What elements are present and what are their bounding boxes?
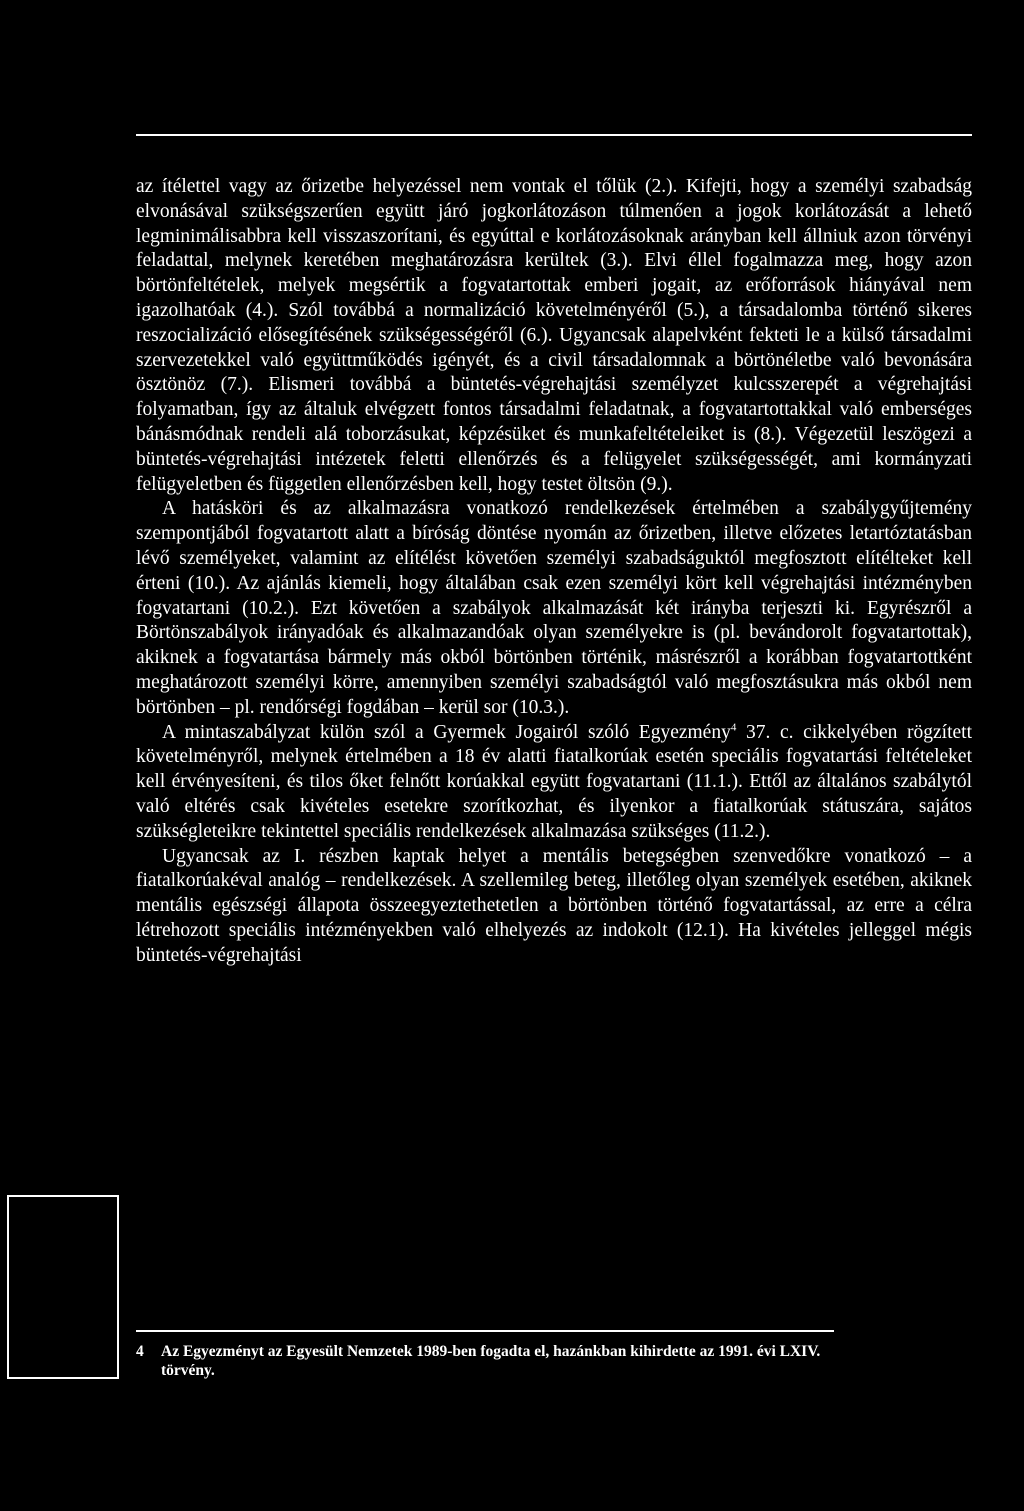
paragraph-3 (136, 721, 972, 845)
footnote-number: 4 (136, 1343, 144, 1360)
margin-frame (7, 1195, 119, 1379)
footnote-reference[interactable]: 4 (730, 721, 737, 734)
footnote-rule (136, 1330, 834, 1332)
top-rule (136, 134, 972, 136)
paragraph-3-end: 37. c. cikkelyében rögzített követelményről, melynek értelmében a 18 év alatti fiatalkorúak esetén speciális fogvatartási feltételeket kell érvényesíteni, és tilos őket felnőtt korúakkal együtt fogvatartani (11.1.). Ettől az általános szabálytól való eltérés csak kivételes esetekre szorítkozhat, és ilyenkor a fiatalkorúak státuszára, sajátos szükségleteikre tekintettel speciális rendelkezések alkalmazása szükséges (11.2.). (136, 721, 972, 842)
footnote-text-1: Az Egyezményt az Egyesült Nemzetek 1989-ben fogadta el, hazánkban kihirdette az 1991. évi LXIV. (161, 1343, 821, 1360)
footnote-line-2: törvény. (161, 1362, 215, 1379)
paragraph-1: az ítélettel vagy az őrizetbe helyezéssel nem vontak el tőlük (2.). Kifejti, hogy a személyi szabadság elvonásával szükségszerűen együtt járó jogkorlátozáson túlmenően a jogok korlátozását a lehető legminimálisabbra kell visszaszorítani, és egyúttal e korlátozásoknak arányban kell állniuk azon törvényi feladattal, melynek keretében meghatározásra kerültek (3.). Elvi éllel fogalmazza meg, hogy azon börtönfeltételek, melyek megsértik a fogvatartottak emberi jogait, az erőforrások hiányával nem igazolhatóak (4.). Szól továbbá a normalizáció követelményéről (5.), a társadalomba történő sikeres reszocializáció elősegítésének szükségességéről (6.). Ugyancsak alapelvként fekteti le a külső társadalmi szervezetekkel való együttműködés igényét, és a civil társadalomnak a börtönéletbe való bevonására ösztönöz (7.). Elismeri továbbá a büntetés-végrehajtási személyzet kulcsszerepét a végrehajtási folyamatban, így az általuk elvégzett fontos társadalmi feladatnak, a fogvatartottakkal való emberséges bánásmódnak rendeli alá toborzásukat, képzésüket és munkafeltételeiket is (8.). Végezetül leszögezi a büntetés-végrehajtási intézetek feletti ellenőrzés és a felügyelet szükségességét, ami kormányzati felügyeletben és független ellenőrzésben kell, hogy testet öltsön (9.). (136, 176, 972, 495)
footnote (136, 1342, 972, 1380)
paragraph-3-start: A mintaszabályzat külön szól a Gyermek Jogairól szóló Egyezmény (162, 721, 731, 743)
paragraph-2: A hatásköri és az alkalmazásra vonatkozó rendelkezések értelmében a szabálygyűjtemény szempontjából fogvatartott alatt a bíróság döntése nyomán az őrizetben, illetve előzetes letartóztatásban lévő személyeket, valamint az elítélést követően személyi szabadságuktól megfosztott elítélteket kell érteni (10.). Az ajánlás kiemeli, hogy általában csak ezen személyi kört kell végrehajtási intézményben fogvatartani (10.2.). Ezt követően a szabályok alkalmazását két irányba terjeszti ki. Egyrészről a Börtönszabályok irányadóak és alkalmazandóak olyan személyekre is (pl. bevándorolt fogvatartottak), akiknek a fogvatartása bármely más okból börtönben történik, másrészről a korábban fogvatartottként meghatározott személyi körre, amennyiben személyi szabadságtól való megfosztásukra más okból nem börtönben – pl. rendőrségi fogdában – kerül sor (10.3.). (136, 498, 972, 718)
body-text (136, 175, 972, 969)
paragraph-4: Ugyancsak az I. részben kaptak helyet a mentális betegségben szenvedőkre vonatkozó – a fiatalkorúakéval analóg – rendelkezések. A szellemileg beteg, illetőleg olyan személyek esetében, akiknek mentális egészségi állapota összeegyeztethetetlen a börtönben történő fogvatartással, az erre a célra létrehozott speciális intézményekben való elhelyezés az indokolt (12.1). Ha kivételes jelleggel mégis büntetés-végrehajtási (136, 845, 972, 966)
footnote-line-1 (136, 1342, 972, 1361)
